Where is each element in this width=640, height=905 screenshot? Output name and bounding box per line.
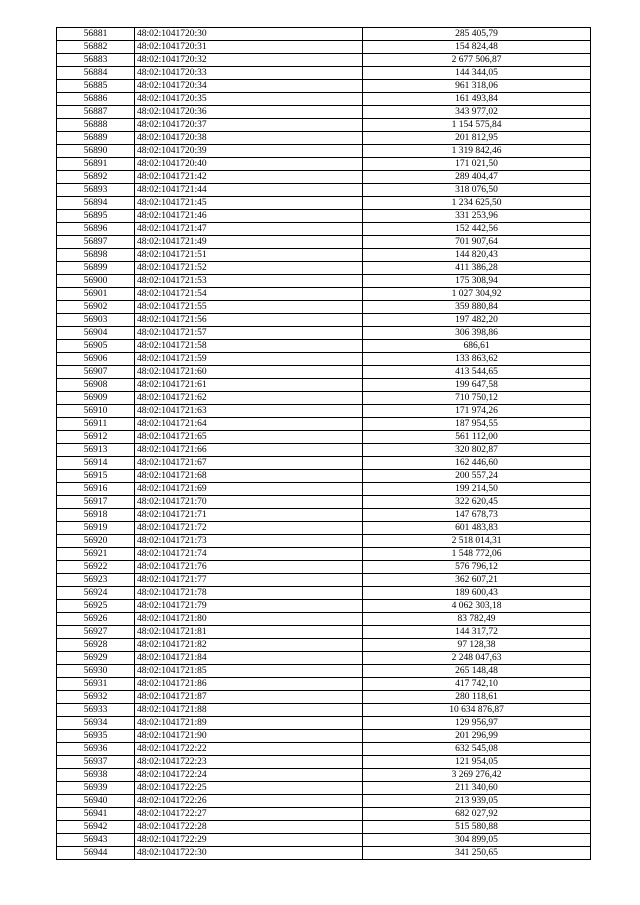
cadastral-number-cell: 48:02:1041721:74: [135, 548, 363, 561]
row-number-cell: 56902: [57, 301, 135, 314]
cadastral-number-cell: 48:02:1041721:72: [135, 522, 363, 535]
row-number-cell: 56944: [57, 847, 135, 860]
cadastral-number-cell: 48:02:1041721:69: [135, 483, 363, 496]
table-row: [57, 119, 591, 132]
table-row: [57, 613, 591, 626]
table-row: [57, 340, 591, 353]
value-cell: 154 824,48: [363, 41, 591, 54]
row-number-cell: 56933: [57, 704, 135, 717]
value-cell: 362 607,21: [363, 574, 591, 587]
table-row: [57, 730, 591, 743]
cadastral-number-cell: 48:02:1041721:66: [135, 444, 363, 457]
value-cell: 213 939,05: [363, 795, 591, 808]
table-row: [57, 405, 591, 418]
table-body: [57, 28, 591, 860]
row-number-cell: 56917: [57, 496, 135, 509]
table-row: [57, 158, 591, 171]
row-number-cell: 56903: [57, 314, 135, 327]
cadastral-number-cell: 48:02:1041721:63: [135, 405, 363, 418]
value-cell: 162 446,60: [363, 457, 591, 470]
cadastral-number-cell: 48:02:1041721:54: [135, 288, 363, 301]
table-row: [57, 197, 591, 210]
value-cell: 10 634 876,87: [363, 704, 591, 717]
row-number-cell: 56899: [57, 262, 135, 275]
value-cell: 961 318,06: [363, 80, 591, 93]
value-cell: 1 027 304,92: [363, 288, 591, 301]
table-row: [57, 28, 591, 41]
row-number-cell: 56919: [57, 522, 135, 535]
cadastral-number-cell: 48:02:1041721:65: [135, 431, 363, 444]
value-cell: 3 269 276,42: [363, 769, 591, 782]
cadastral-number-cell: 48:02:1041721:79: [135, 600, 363, 613]
value-cell: 576 796,12: [363, 561, 591, 574]
value-cell: 1 548 772,06: [363, 548, 591, 561]
value-cell: 515 580,88: [363, 821, 591, 834]
value-cell: 1 319 842,46: [363, 145, 591, 158]
cadastral-number-cell: 48:02:1041720:37: [135, 119, 363, 132]
row-number-cell: 56882: [57, 41, 135, 54]
cadastral-number-cell: 48:02:1041721:57: [135, 327, 363, 340]
row-number-cell: 56886: [57, 93, 135, 106]
cadastral-number-cell: 48:02:1041721:77: [135, 574, 363, 587]
value-cell: 1 234 625,50: [363, 197, 591, 210]
table-row: [57, 392, 591, 405]
table-row: [57, 444, 591, 457]
row-number-cell: 56934: [57, 717, 135, 730]
value-cell: 417 742,10: [363, 678, 591, 691]
row-number-cell: 56929: [57, 652, 135, 665]
cadastral-number-cell: 48:02:1041721:44: [135, 184, 363, 197]
table-row: [57, 145, 591, 158]
row-number-cell: 56904: [57, 327, 135, 340]
value-cell: 561 112,00: [363, 431, 591, 444]
row-number-cell: 56938: [57, 769, 135, 782]
table-row: [57, 275, 591, 288]
table-row: [57, 223, 591, 236]
row-number-cell: 56921: [57, 548, 135, 561]
cadastral-number-cell: 48:02:1041722:28: [135, 821, 363, 834]
table-row: [57, 691, 591, 704]
value-cell: 289 404,47: [363, 171, 591, 184]
cadastral-number-cell: 48:02:1041721:56: [135, 314, 363, 327]
value-cell: 199 647,58: [363, 379, 591, 392]
cadastral-number-cell: 48:02:1041720:36: [135, 106, 363, 119]
table-row: [57, 795, 591, 808]
table-row: [57, 314, 591, 327]
table-row: [57, 509, 591, 522]
row-number-cell: 56940: [57, 795, 135, 808]
table-row: [57, 496, 591, 509]
table-row: [57, 626, 591, 639]
table-row: [57, 600, 591, 613]
row-number-cell: 56931: [57, 678, 135, 691]
cadastral-number-cell: 48:02:1041721:62: [135, 392, 363, 405]
row-number-cell: 56908: [57, 379, 135, 392]
cadastral-number-cell: 48:02:1041721:46: [135, 210, 363, 223]
row-number-cell: 56911: [57, 418, 135, 431]
value-cell: 161 493,84: [363, 93, 591, 106]
table-row: [57, 548, 591, 561]
value-cell: 171 021,50: [363, 158, 591, 171]
table-row: [57, 561, 591, 574]
cadastral-number-cell: 48:02:1041722:22: [135, 743, 363, 756]
row-number-cell: 56928: [57, 639, 135, 652]
table-row: [57, 665, 591, 678]
row-number-cell: 56924: [57, 587, 135, 600]
row-number-cell: 56896: [57, 223, 135, 236]
table-row: [57, 535, 591, 548]
table-row: [57, 639, 591, 652]
value-cell: 306 398,86: [363, 327, 591, 340]
cadastral-number-cell: 48:02:1041721:64: [135, 418, 363, 431]
row-number-cell: 56913: [57, 444, 135, 457]
row-number-cell: 56881: [57, 28, 135, 41]
table-row: [57, 717, 591, 730]
table-row: [57, 821, 591, 834]
cadastral-number-cell: 48:02:1041721:71: [135, 509, 363, 522]
row-number-cell: 56932: [57, 691, 135, 704]
table-row: [57, 808, 591, 821]
cadastral-number-cell: 48:02:1041721:52: [135, 262, 363, 275]
cadastral-number-cell: 48:02:1041721:86: [135, 678, 363, 691]
table-row: [57, 522, 591, 535]
value-cell: 129 956,97: [363, 717, 591, 730]
cadastral-number-cell: 48:02:1041720:40: [135, 158, 363, 171]
row-number-cell: 56909: [57, 392, 135, 405]
table-row: [57, 431, 591, 444]
cadastral-number-cell: 48:02:1041721:88: [135, 704, 363, 717]
table-row: [57, 379, 591, 392]
table-row: [57, 67, 591, 80]
cadastral-number-cell: 48:02:1041721:67: [135, 457, 363, 470]
cadastral-number-cell: 48:02:1041721:89: [135, 717, 363, 730]
cadastral-number-cell: 48:02:1041722:25: [135, 782, 363, 795]
value-cell: 280 118,61: [363, 691, 591, 704]
table-row: [57, 834, 591, 847]
cadastral-number-cell: 48:02:1041721:90: [135, 730, 363, 743]
cadastral-number-cell: 48:02:1041721:51: [135, 249, 363, 262]
value-cell: 189 600,43: [363, 587, 591, 600]
value-cell: 171 974,26: [363, 405, 591, 418]
row-number-cell: 56916: [57, 483, 135, 496]
row-number-cell: 56889: [57, 132, 135, 145]
cadastral-number-cell: 48:02:1041721:85: [135, 665, 363, 678]
cadastral-number-cell: 48:02:1041722:27: [135, 808, 363, 821]
table-row: [57, 262, 591, 275]
value-cell: 147 678,73: [363, 509, 591, 522]
value-cell: 304 899,05: [363, 834, 591, 847]
table-row: [57, 574, 591, 587]
value-cell: 359 880,84: [363, 301, 591, 314]
row-number-cell: 56937: [57, 756, 135, 769]
cadastral-number-cell: 48:02:1041721:49: [135, 236, 363, 249]
row-number-cell: 56890: [57, 145, 135, 158]
value-cell: 144 317,72: [363, 626, 591, 639]
row-number-cell: 56926: [57, 613, 135, 626]
row-number-cell: 56892: [57, 171, 135, 184]
cadastral-number-cell: 48:02:1041721:78: [135, 587, 363, 600]
cadastral-number-cell: 48:02:1041720:31: [135, 41, 363, 54]
value-cell: 265 148,48: [363, 665, 591, 678]
table-row: [57, 236, 591, 249]
cadastral-number-cell: 48:02:1041721:82: [135, 639, 363, 652]
row-number-cell: 56943: [57, 834, 135, 847]
table-row: [57, 587, 591, 600]
value-cell: 211 340,60: [363, 782, 591, 795]
value-cell: 322 620,45: [363, 496, 591, 509]
value-cell: 285 405,79: [363, 28, 591, 41]
cadastral-number-cell: 48:02:1041721:73: [135, 535, 363, 548]
table-row: [57, 41, 591, 54]
cadastral-number-cell: 48:02:1041721:68: [135, 470, 363, 483]
table-row: [57, 353, 591, 366]
cadastral-number-cell: 48:02:1041722:26: [135, 795, 363, 808]
row-number-cell: 56920: [57, 535, 135, 548]
value-cell: 413 544,65: [363, 366, 591, 379]
table-row: [57, 184, 591, 197]
table-row: [57, 678, 591, 691]
row-number-cell: 56897: [57, 236, 135, 249]
cadastral-number-cell: 48:02:1041720:39: [135, 145, 363, 158]
table-row: [57, 80, 591, 93]
cadastral-value-table: [56, 27, 591, 860]
cadastral-number-cell: 48:02:1041721:53: [135, 275, 363, 288]
value-cell: 601 483,83: [363, 522, 591, 535]
row-number-cell: 56930: [57, 665, 135, 678]
row-number-cell: 56883: [57, 54, 135, 67]
cadastral-number-cell: 48:02:1041721:61: [135, 379, 363, 392]
table-row: [57, 249, 591, 262]
value-cell: 152 442,56: [363, 223, 591, 236]
value-cell: 1 154 575,84: [363, 119, 591, 132]
table-row: [57, 93, 591, 106]
table-row: [57, 756, 591, 769]
cadastral-number-cell: 48:02:1041721:55: [135, 301, 363, 314]
row-number-cell: 56895: [57, 210, 135, 223]
table-row: [57, 418, 591, 431]
row-number-cell: 56884: [57, 67, 135, 80]
row-number-cell: 56918: [57, 509, 135, 522]
row-number-cell: 56925: [57, 600, 135, 613]
value-cell: 97 128,38: [363, 639, 591, 652]
table-row: [57, 366, 591, 379]
value-cell: 199 214,50: [363, 483, 591, 496]
row-number-cell: 56939: [57, 782, 135, 795]
table-row: [57, 210, 591, 223]
value-cell: 320 802,87: [363, 444, 591, 457]
cadastral-number-cell: 48:02:1041720:33: [135, 67, 363, 80]
value-cell: 686,61: [363, 340, 591, 353]
row-number-cell: 56901: [57, 288, 135, 301]
table-row: [57, 652, 591, 665]
cadastral-number-cell: 48:02:1041721:76: [135, 561, 363, 574]
value-cell: 701 907,64: [363, 236, 591, 249]
row-number-cell: 56923: [57, 574, 135, 587]
value-cell: 2 248 047,63: [363, 652, 591, 665]
cadastral-number-cell: 48:02:1041721:70: [135, 496, 363, 509]
cadastral-number-cell: 48:02:1041722:23: [135, 756, 363, 769]
value-cell: 187 954,55: [363, 418, 591, 431]
table-row: [57, 132, 591, 145]
value-cell: 2 518 014,31: [363, 535, 591, 548]
table-row: [57, 483, 591, 496]
value-cell: 121 954,05: [363, 756, 591, 769]
row-number-cell: 56891: [57, 158, 135, 171]
table-row: [57, 327, 591, 340]
row-number-cell: 56898: [57, 249, 135, 262]
table-row: [57, 769, 591, 782]
value-cell: 318 076,50: [363, 184, 591, 197]
cadastral-number-cell: 48:02:1041720:38: [135, 132, 363, 145]
row-number-cell: 56900: [57, 275, 135, 288]
row-number-cell: 56910: [57, 405, 135, 418]
table-row: [57, 847, 591, 860]
value-cell: 200 557,24: [363, 470, 591, 483]
cadastral-number-cell: 48:02:1041721:87: [135, 691, 363, 704]
row-number-cell: 56936: [57, 743, 135, 756]
value-cell: 411 386,28: [363, 262, 591, 275]
row-number-cell: 56942: [57, 821, 135, 834]
value-cell: 133 863,62: [363, 353, 591, 366]
cadastral-number-cell: 48:02:1041721:80: [135, 613, 363, 626]
value-cell: 144 344,05: [363, 67, 591, 80]
row-number-cell: 56894: [57, 197, 135, 210]
table-row: [57, 470, 591, 483]
row-number-cell: 56915: [57, 470, 135, 483]
table-row: [57, 704, 591, 717]
table-row: [57, 54, 591, 67]
row-number-cell: 56927: [57, 626, 135, 639]
table-row: [57, 301, 591, 314]
cadastral-number-cell: 48:02:1041720:32: [135, 54, 363, 67]
value-cell: 341 250,65: [363, 847, 591, 860]
row-number-cell: 56906: [57, 353, 135, 366]
cadastral-number-cell: 48:02:1041721:58: [135, 340, 363, 353]
cadastral-number-cell: 48:02:1041722:30: [135, 847, 363, 860]
cadastral-number-cell: 48:02:1041721:45: [135, 197, 363, 210]
table-row: [57, 457, 591, 470]
cadastral-number-cell: 48:02:1041721:47: [135, 223, 363, 236]
value-cell: 144 820,43: [363, 249, 591, 262]
row-number-cell: 56914: [57, 457, 135, 470]
cadastral-number-cell: 48:02:1041721:42: [135, 171, 363, 184]
cadastral-number-cell: 48:02:1041720:35: [135, 93, 363, 106]
value-cell: 201 812,95: [363, 132, 591, 145]
row-number-cell: 56941: [57, 808, 135, 821]
value-cell: 2 677 506,87: [363, 54, 591, 67]
value-cell: 197 482,20: [363, 314, 591, 327]
value-cell: 331 253,96: [363, 210, 591, 223]
row-number-cell: 56888: [57, 119, 135, 132]
row-number-cell: 56905: [57, 340, 135, 353]
table-row: [57, 106, 591, 119]
cadastral-number-cell: 48:02:1041722:24: [135, 769, 363, 782]
value-cell: 710 750,12: [363, 392, 591, 405]
row-number-cell: 56912: [57, 431, 135, 444]
value-cell: 4 062 303,18: [363, 600, 591, 613]
row-number-cell: 56922: [57, 561, 135, 574]
value-cell: 201 296,99: [363, 730, 591, 743]
cadastral-number-cell: 48:02:1041721:81: [135, 626, 363, 639]
value-cell: 632 545,08: [363, 743, 591, 756]
table-row: [57, 743, 591, 756]
value-cell: 83 782,49: [363, 613, 591, 626]
cadastral-number-cell: 48:02:1041722:29: [135, 834, 363, 847]
cadastral-number-cell: 48:02:1041720:34: [135, 80, 363, 93]
table-row: [57, 782, 591, 795]
cadastral-number-cell: 48:02:1041721:60: [135, 366, 363, 379]
cadastral-number-cell: 48:02:1041721:59: [135, 353, 363, 366]
value-cell: 175 308,94: [363, 275, 591, 288]
table-row: [57, 171, 591, 184]
row-number-cell: 56907: [57, 366, 135, 379]
table-row: [57, 288, 591, 301]
row-number-cell: 56887: [57, 106, 135, 119]
row-number-cell: 56893: [57, 184, 135, 197]
value-cell: 682 027,92: [363, 808, 591, 821]
row-number-cell: 56935: [57, 730, 135, 743]
value-cell: 343 977,02: [363, 106, 591, 119]
cadastral-number-cell: 48:02:1041720:30: [135, 28, 363, 41]
cadastral-number-cell: 48:02:1041721:84: [135, 652, 363, 665]
row-number-cell: 56885: [57, 80, 135, 93]
